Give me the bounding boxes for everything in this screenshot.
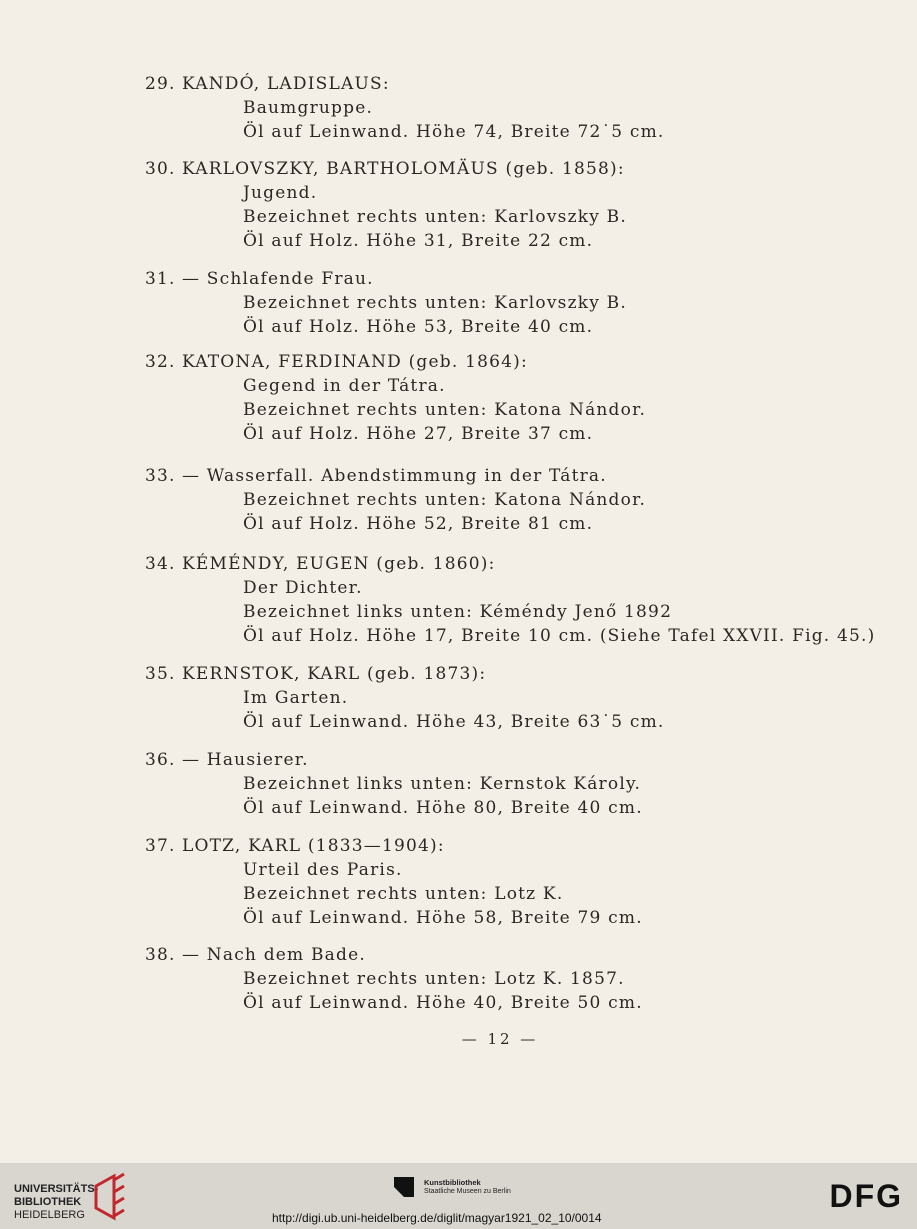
entry-line: Im Garten. xyxy=(243,688,349,708)
catalog-entry xyxy=(145,748,643,820)
entry-number: 36. xyxy=(145,750,176,770)
entry-line: Öl auf Holz. Höhe 31, Breite 22 cm. xyxy=(243,231,594,251)
entry-line: Bezeichnet rechts unten: Lotz K. 1857. xyxy=(243,969,625,989)
university-library-logo-icon[interactable] xyxy=(92,1172,128,1222)
entry-line: Öl auf Holz. Höhe 52, Breite 81 cm. xyxy=(243,514,594,534)
kunstbibliothek-subtitle: Staatliche Museen zu Berlin xyxy=(424,1188,511,1195)
entry-title: KÉMÉNDY, EUGEN (geb. 1860): xyxy=(182,554,496,574)
entry-title: — Schlafende Frau. xyxy=(182,269,374,289)
entry-heading xyxy=(145,157,627,181)
entry-number: 35. xyxy=(145,664,176,684)
entry-heading xyxy=(145,834,643,858)
entry-line: Öl auf Leinwand. Höhe 80, Breite 40 cm. xyxy=(243,798,643,818)
entry-line: Der Dichter. xyxy=(243,578,363,598)
catalog-entry xyxy=(145,350,646,446)
catalog-entry xyxy=(145,72,665,144)
source-url[interactable]: http://digi.ub.uni-heidelberg.de/diglit/magyar1921_02_10/0014 xyxy=(272,1211,602,1225)
catalog-entry xyxy=(145,464,646,536)
entry-heading xyxy=(145,552,875,576)
entry-number: 34. xyxy=(145,554,176,574)
entry-heading xyxy=(145,72,665,96)
library-name-line: UNIVERSITÄTS- xyxy=(14,1183,99,1195)
catalog-entry xyxy=(145,157,627,253)
entry-line: Öl auf Holz. Höhe 27, Breite 37 cm. xyxy=(243,424,594,444)
entry-line: Bezeichnet rechts unten: Karlovszky B. xyxy=(243,293,627,313)
entry-line: Öl auf Leinwand. Höhe 74, Breite 72˙5 cm. xyxy=(243,122,665,142)
kunstbibliothek-logo-icon[interactable] xyxy=(392,1177,416,1199)
library-name-line: BIBLIOTHEK xyxy=(14,1196,82,1208)
entry-line: Bezeichnet links unten: Kéméndy Jenő 1892 xyxy=(243,602,673,622)
entry-line: Bezeichnet links unten: Kernstok Károly. xyxy=(243,774,642,794)
university-library-logo-text[interactable] xyxy=(14,1183,98,1222)
entry-line: Öl auf Holz. Höhe 53, Breite 40 cm. xyxy=(243,317,594,337)
entry-line: Bezeichnet rechts unten: Lotz K. xyxy=(243,884,564,904)
entry-line: Urteil des Paris. xyxy=(243,860,403,880)
catalog-entry xyxy=(145,834,643,930)
page-number: — 12 — xyxy=(461,1030,539,1048)
catalog-entry xyxy=(145,267,627,339)
entry-line: Öl auf Leinwand. Höhe 40, Breite 50 cm. xyxy=(243,993,643,1013)
entry-title: — Wasserfall. Abendstimmung in der Tátra. xyxy=(182,466,607,486)
entry-title: KANDÓ, LADISLAUS: xyxy=(182,74,390,94)
entry-number: 33. xyxy=(145,466,176,486)
entry-number: 38. xyxy=(145,945,176,965)
entry-title: KERNSTOK, KARL (geb. 1873): xyxy=(182,664,487,684)
entry-title: — Hausierer. xyxy=(182,750,309,770)
entry-title: KATONA, FERDINAND (geb. 1864): xyxy=(182,352,528,372)
entry-title: — Nach dem Bade. xyxy=(182,945,366,965)
entry-line: Baumgruppe. xyxy=(243,98,374,118)
entry-heading xyxy=(145,267,627,291)
entry-line: Öl auf Leinwand. Höhe 58, Breite 79 cm. xyxy=(243,908,643,928)
entry-line: Bezeichnet rechts unten: Karlovszky B. xyxy=(243,207,627,227)
entry-number: 29. xyxy=(145,74,176,94)
entry-heading xyxy=(145,943,643,967)
library-name-line: HEIDELBERG xyxy=(14,1209,85,1221)
entry-heading xyxy=(145,748,643,772)
catalog-entry xyxy=(145,662,665,734)
entry-title: KARLOVSZKY, BARTHOLOMÄUS (geb. 1858): xyxy=(182,159,625,179)
entry-line: Jugend. xyxy=(243,183,318,203)
entry-line: Bezeichnet rechts unten: Katona Nándor. xyxy=(243,400,647,420)
entry-line: Gegend in der Tátra. xyxy=(243,376,446,396)
entry-line: Öl auf Holz. Höhe 17, Breite 10 cm. (Siehe Tafel XXVII. Fig. 45.) xyxy=(243,626,876,646)
entry-number: 32. xyxy=(145,352,176,372)
entry-heading xyxy=(145,464,646,488)
entry-title: LOTZ, KARL (1833—1904): xyxy=(182,836,445,856)
entry-line: Öl auf Leinwand. Höhe 43, Breite 63˙5 cm. xyxy=(243,712,665,732)
entry-heading xyxy=(145,662,665,686)
entry-number: 31. xyxy=(145,269,176,289)
kunstbibliothek-label xyxy=(424,1178,511,1196)
catalog-entry xyxy=(145,552,875,648)
entry-number: 37. xyxy=(145,836,176,856)
viewer-footer xyxy=(0,1163,917,1229)
catalog-entry xyxy=(145,943,643,1015)
entry-number: 30. xyxy=(145,159,176,179)
entry-line: Bezeichnet rechts unten: Katona Nándor. xyxy=(243,490,647,510)
entry-heading xyxy=(145,350,646,374)
dfg-logo[interactable]: DFG xyxy=(829,1178,903,1214)
kunstbibliothek-name: Kunstbibliothek xyxy=(424,1178,481,1187)
